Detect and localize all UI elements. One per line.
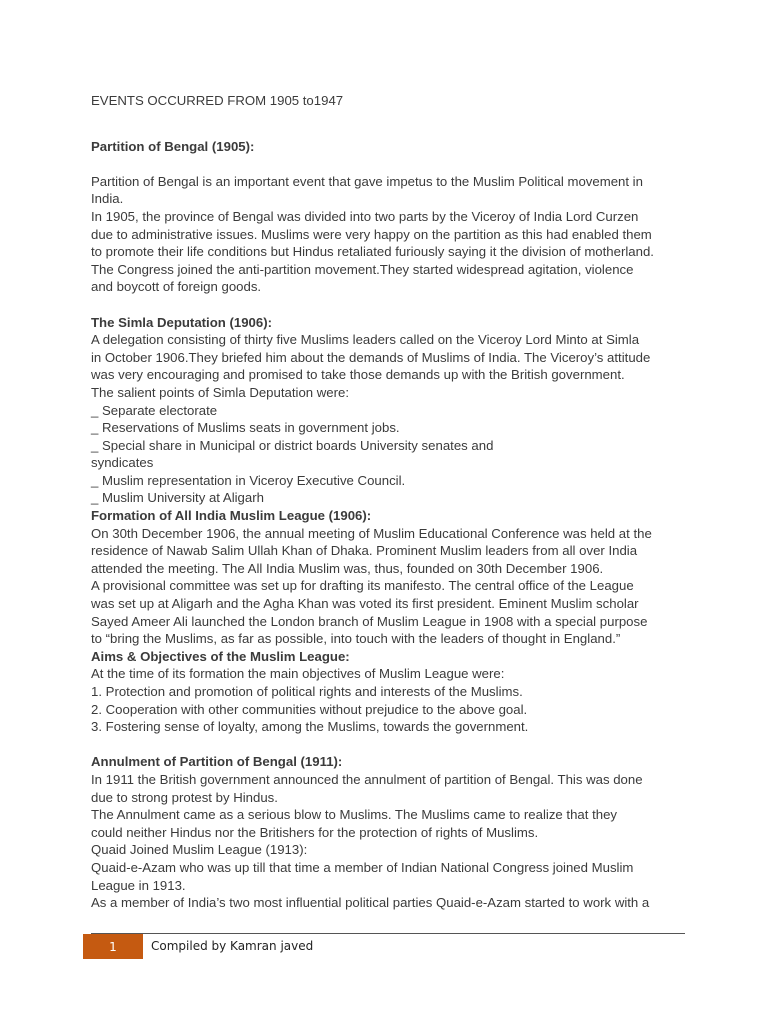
text-line: In 1911 the British government announced the annulment of partition of Bengal. This was done bbox=[91, 771, 643, 787]
list-item: _ Reservations of Muslims seats in government jobs. bbox=[91, 420, 400, 436]
section-body-aims bbox=[91, 665, 691, 735]
text-line: A delegation consisting of thirty five Muslims leaders called on the Viceroy Lord Minto at Simla bbox=[91, 332, 640, 348]
section-heading-league: Formation of All India Muslim League (1906): bbox=[91, 508, 372, 524]
footer-credit: Compiled by Kamran javed bbox=[151, 939, 314, 953]
text-line: At the time of its formation the main objectives of Muslim League were: bbox=[91, 666, 505, 682]
text-line: Sayed Ameer Ali launched the London branch of Muslim League in 1908 with a special purpose bbox=[91, 613, 648, 629]
text-line: A provisional committee was set up for drafting its manifesto. The central office of the League bbox=[91, 578, 634, 594]
text-line: due to strong protest by Hindus. bbox=[91, 789, 278, 805]
text-line: The Congress joined the anti-partition movement.They started widespread agitation, violence bbox=[91, 261, 634, 277]
text-line: League in 1913. bbox=[91, 877, 186, 893]
list-item: _ Muslim University at Aligarh bbox=[91, 490, 264, 506]
text-line: could neither Hindus nor the Britishers for the protection of rights of Muslims. bbox=[91, 824, 539, 840]
text-line: Quaid-e-Azam who was up till that time a member of Indian National Congress joined Muslim bbox=[91, 859, 634, 875]
text-line: was very encouraging and promised to take those demands up with the British government. bbox=[91, 367, 625, 383]
section-body-annulment bbox=[91, 771, 691, 912]
list-item: _ Special share in Municipal or district boards University senates and bbox=[91, 437, 494, 453]
text-line: to “bring the Muslims, as far as possible, into touch with the leaders of thought in England.” bbox=[91, 631, 621, 647]
text-line: and boycott of foreign goods. bbox=[91, 279, 262, 295]
section-body-league bbox=[91, 525, 691, 648]
text-line: As a member of India’s two most influential political parties Quaid-e-Azam started to work with a bbox=[91, 895, 650, 911]
section-body-bengal bbox=[91, 173, 691, 296]
text-line: Quaid Joined Muslim League (1913): bbox=[91, 842, 308, 858]
list-item: 3. Fostering sense of loyalty, among the Muslims, towards the government. bbox=[91, 719, 529, 735]
document-body bbox=[91, 92, 691, 912]
section-body-simla bbox=[91, 331, 691, 507]
text-line: to promote their life conditions but Hindus retaliated furiously saying it the division of motherland. bbox=[91, 244, 654, 260]
text-line: Partition of Bengal is an important event that gave impetus to the Muslim Political movement in bbox=[91, 173, 643, 189]
page-number-badge bbox=[83, 934, 143, 959]
section-heading-simla: The Simla Deputation (1906): bbox=[91, 314, 272, 330]
text-line: India. bbox=[91, 191, 124, 207]
text-line: was set up at Aligarh and the Agha Khan was voted its first president. Eminent Muslim scholar bbox=[91, 596, 639, 612]
page-number: 1 bbox=[109, 939, 117, 954]
section-heading-annulment: Annulment of Partition of Bengal (1911): bbox=[91, 754, 343, 770]
list-item: _ Separate electorate bbox=[91, 402, 218, 418]
list-item: _ Muslim representation in Viceroy Executive Council. bbox=[91, 472, 406, 488]
text-line: syndicates bbox=[91, 455, 154, 471]
section-heading-bengal: Partition of Bengal (1905): bbox=[91, 138, 255, 154]
text-line: In 1905, the province of Bengal was divided into two parts by the Viceroy of India Lord Curzen bbox=[91, 208, 639, 224]
list-item: 1. Protection and promotion of political rights and interests of the Muslims. bbox=[91, 684, 523, 699]
footer-divider bbox=[91, 933, 685, 934]
document-title: EVENTS OCCURRED FROM 1905 to1947 bbox=[91, 93, 344, 108]
text-line: The Annulment came as a serious blow to Muslims. The Muslims came to realize that they bbox=[91, 807, 618, 823]
text-line: residence of Nawab Salim Ullah Khan of Dhaka. Prominent Muslim leaders from all over India bbox=[91, 543, 638, 559]
text-line: attended the meeting. The All India Muslim was, thus, founded on 30th December 1906. bbox=[91, 560, 604, 576]
text-line: On 30th December 1906, the annual meeting of Muslim Educational Conference was held at the bbox=[91, 525, 652, 541]
list-item: 2. Cooperation with other communities without prejudice to the above goal. bbox=[91, 701, 528, 717]
text-line: The salient points of Simla Deputation were: bbox=[91, 384, 350, 400]
text-line: in October 1906.They briefed him about the demands of Muslims of India. The Viceroy’s attitude bbox=[91, 349, 651, 365]
section-heading-aims: Aims & Objectives of the Muslim League: bbox=[91, 648, 350, 664]
text-line: due to administrative issues. Muslims were very happy on the partition as this had enabled them bbox=[91, 226, 652, 242]
